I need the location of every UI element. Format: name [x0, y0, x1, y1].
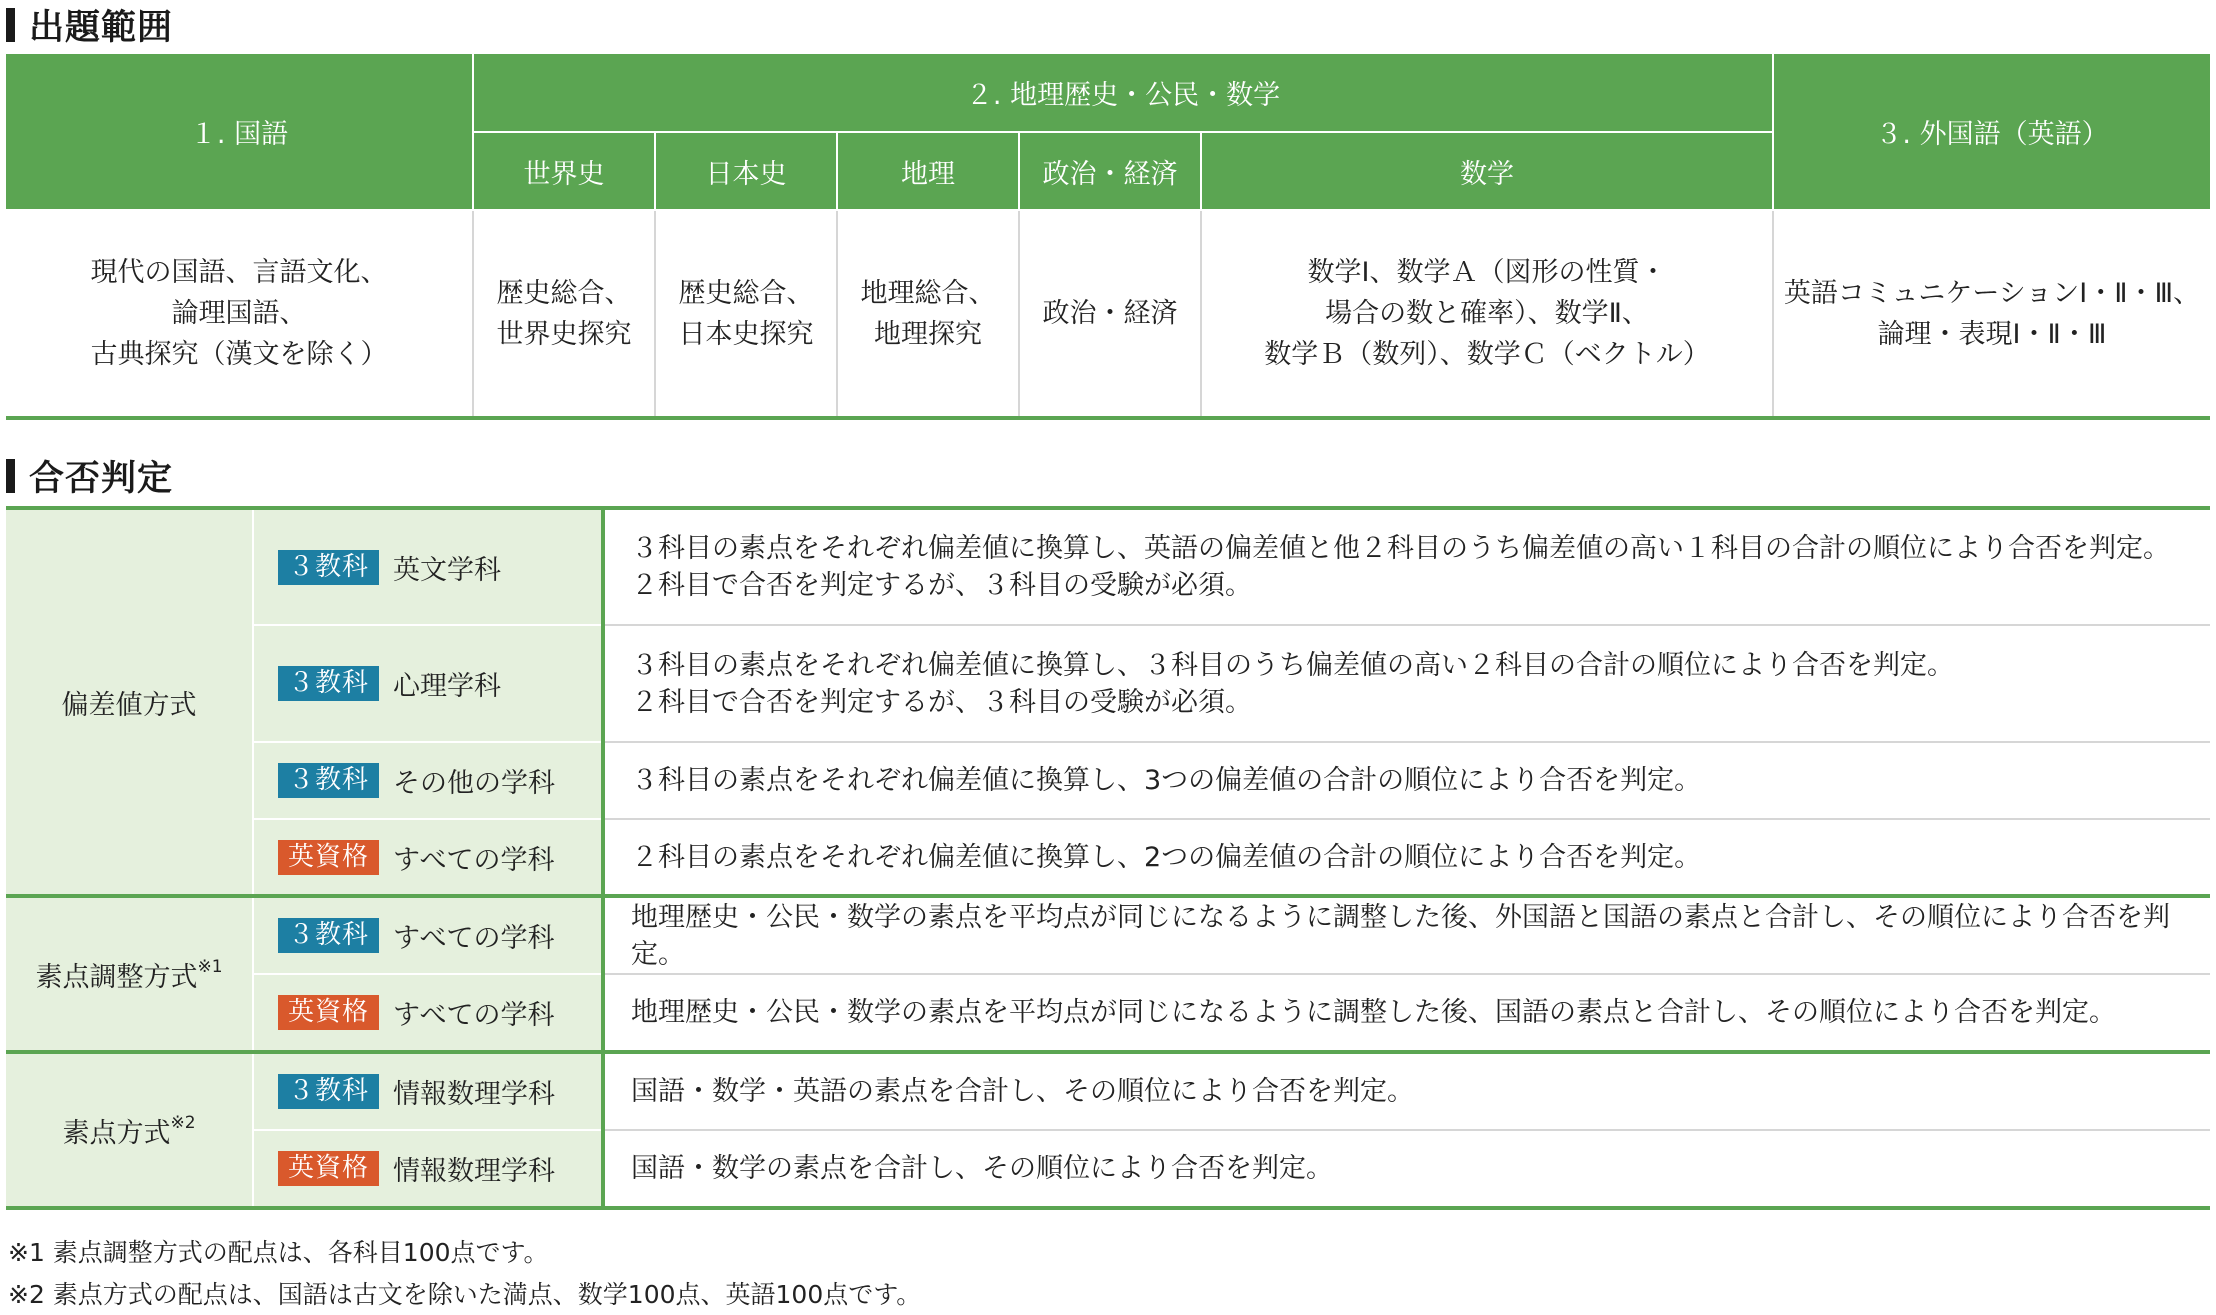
method-label: 素点調整方式 — [35, 961, 198, 993]
method-label: 素点方式 — [62, 1117, 171, 1149]
cell-seikei — [1019, 210, 1201, 418]
desc-line: ３科目の素点をそれぞれ偏差値に換算し、３科目のうち偏差値の高い２科目の合計の順位により合否を判定。 — [631, 649, 1954, 681]
judgement-table — [6, 506, 2210, 1210]
cell-line: 現代の国語、言語文化、 — [90, 257, 388, 288]
dept-cell — [253, 1130, 603, 1208]
table-row — [6, 1130, 2210, 1208]
cell-eigo — [1773, 210, 2210, 418]
dept-cell — [253, 1052, 603, 1130]
cell-line: 歴史総合、 — [678, 277, 814, 309]
badge-english-qualification: 英資格 — [278, 1151, 379, 1186]
method-soten-chosei — [6, 896, 253, 1052]
dept-cell — [253, 742, 603, 819]
cell-line: 地理総合、 — [860, 277, 996, 309]
desc-cell — [603, 896, 2210, 974]
title-bar-icon — [6, 459, 15, 493]
desc-cell — [603, 625, 2210, 742]
header-sekaishi: 世界史 — [473, 132, 655, 210]
desc-line: ２科目で合否を判定するが、３科目の受験が必須。 — [631, 686, 1252, 718]
footnote-2: ※2 素点方式の配点は、国語は古文を除いた満点、数学100点、英語100点です。 — [8, 1280, 922, 1309]
desc-line: ３科目の素点をそれぞれ偏差値に換算し、3つの偏差値の合計の順位により合否を判定。 — [631, 765, 1702, 796]
desc-cell — [603, 742, 2210, 819]
dept-label: すべての学科 — [393, 1000, 555, 1031]
cell-line: 古典探究（漢文を除く） — [90, 339, 388, 370]
cell-sugaku — [1201, 210, 1773, 418]
desc-line: 地理歴史・公民・数学の素点を平均点が同じになるように調整した後、国語の素点と合計し、その順位により合否を判定。 — [631, 997, 2116, 1028]
dept-label: 心理学科 — [393, 671, 502, 702]
footnote-mark: ※1 — [197, 956, 223, 977]
header-chireki: ２. 地理歴史・公民・数学 — [473, 54, 1773, 132]
badge-three-subjects: ３教科 — [278, 550, 379, 585]
dept-label: 情報数理学科 — [393, 1156, 556, 1187]
cell-line: 場合の数と確率）、数学Ⅱ、 — [1325, 298, 1649, 329]
dept-cell — [253, 974, 603, 1052]
section-title-text: 合否判定 — [29, 459, 174, 499]
title-bar-icon — [6, 8, 15, 42]
badge-three-subjects: ３教科 — [278, 763, 379, 798]
dept-cell — [253, 819, 603, 896]
cell-chiri — [837, 210, 1019, 418]
cell-sekaishi — [473, 210, 655, 418]
desc-line: ３科目の素点をそれぞれ偏差値に換算し、英語の偏差値と他２科目のうち偏差値の高い１科目の合計の順位により合否を判定。 — [631, 533, 2170, 564]
badge-three-subjects: ３教科 — [278, 918, 379, 953]
badge-english-qualification: 英資格 — [278, 995, 379, 1030]
badge-english-qualification: 英資格 — [278, 840, 379, 875]
desc-cell — [603, 508, 2210, 625]
method-label: 偏差値方式 — [61, 689, 197, 721]
footnote-1: ※1 素点調整方式の配点は、各科目100点です。 — [8, 1238, 549, 1267]
dept-label: すべての学科 — [393, 923, 555, 954]
dept-label: 英文学科 — [393, 554, 502, 586]
exam-scope-table — [6, 54, 2210, 420]
desc-cell — [603, 1130, 2210, 1208]
dept-cell — [253, 625, 603, 742]
cell-line: 数学Ⅰ、数学Ａ（図形の性質・ — [1307, 257, 1667, 288]
cell-line: 歴史総合、 — [496, 277, 632, 309]
table-row — [6, 1052, 2210, 1130]
dept-label: その他の学科 — [393, 768, 556, 799]
dept-cell — [253, 508, 603, 625]
table-row — [6, 625, 2210, 742]
cell-line: 英語コミュニケーションⅠ・Ⅱ・Ⅲ、 — [1783, 277, 2201, 309]
header-sugaku: 数学 — [1201, 132, 1773, 210]
desc-cell — [603, 974, 2210, 1052]
method-hensachi — [6, 508, 253, 896]
desc-cell — [603, 819, 2210, 896]
section-title-text: 出題範囲 — [29, 8, 174, 48]
table-row — [6, 819, 2210, 896]
table-row — [6, 896, 2210, 974]
header-chiri: 地理 — [837, 132, 1019, 210]
cell-line: 政治・経済 — [1042, 298, 1178, 329]
cell-line: 論理国語、 — [171, 298, 307, 329]
header-kokugo: １. 国語 — [6, 54, 473, 210]
section-title-exam-scope — [6, 2, 173, 48]
desc-line: 国語・数学の素点を合計し、その順位により合否を判定。 — [631, 1153, 1333, 1184]
header-gaikokugo: ３. 外国語（英語） — [1773, 54, 2210, 210]
cell-line: 論理・表現Ⅰ・Ⅱ・Ⅲ — [1877, 318, 2107, 350]
table-row — [6, 974, 2210, 1052]
header-seikei: 政治・経済 — [1019, 132, 1201, 210]
cell-nihonshi — [655, 210, 837, 418]
dept-label: 情報数理学科 — [393, 1079, 556, 1110]
badge-three-subjects: ３教科 — [278, 1074, 379, 1109]
method-soten — [6, 1052, 253, 1208]
desc-cell — [603, 1052, 2210, 1130]
cell-line: 数学Ｂ（数列）、数学Ｃ（ベクトル） — [1264, 339, 1710, 370]
desc-line: 地理歴史・公民・数学の素点を平均点が同じになるように調整した後、外国語と国語の素点と合計し、その順位により合否を判定。 — [631, 901, 2170, 970]
header-nihonshi: 日本史 — [655, 132, 837, 210]
cell-line: 世界史探究 — [496, 318, 632, 350]
dept-label: すべての学科 — [393, 844, 555, 876]
desc-line: 国語・数学・英語の素点を合計し、その順位により合否を判定。 — [631, 1076, 1414, 1107]
badge-three-subjects: ３教科 — [278, 666, 379, 701]
section-title-judgement — [6, 453, 173, 499]
cell-line: 地理探究 — [874, 318, 982, 350]
desc-line: ２科目の素点をそれぞれ偏差値に換算し、2つの偏差値の合計の順位により合否を判定。 — [631, 841, 1702, 873]
dept-cell — [253, 896, 603, 974]
cell-kokugo — [6, 210, 473, 418]
table-row — [6, 742, 2210, 819]
cell-line: 日本史探究 — [678, 318, 814, 350]
table-row — [6, 508, 2210, 625]
footnote-mark: ※2 — [170, 1112, 196, 1133]
desc-line: ２科目で合否を判定するが、３科目の受験が必須。 — [631, 570, 1252, 601]
